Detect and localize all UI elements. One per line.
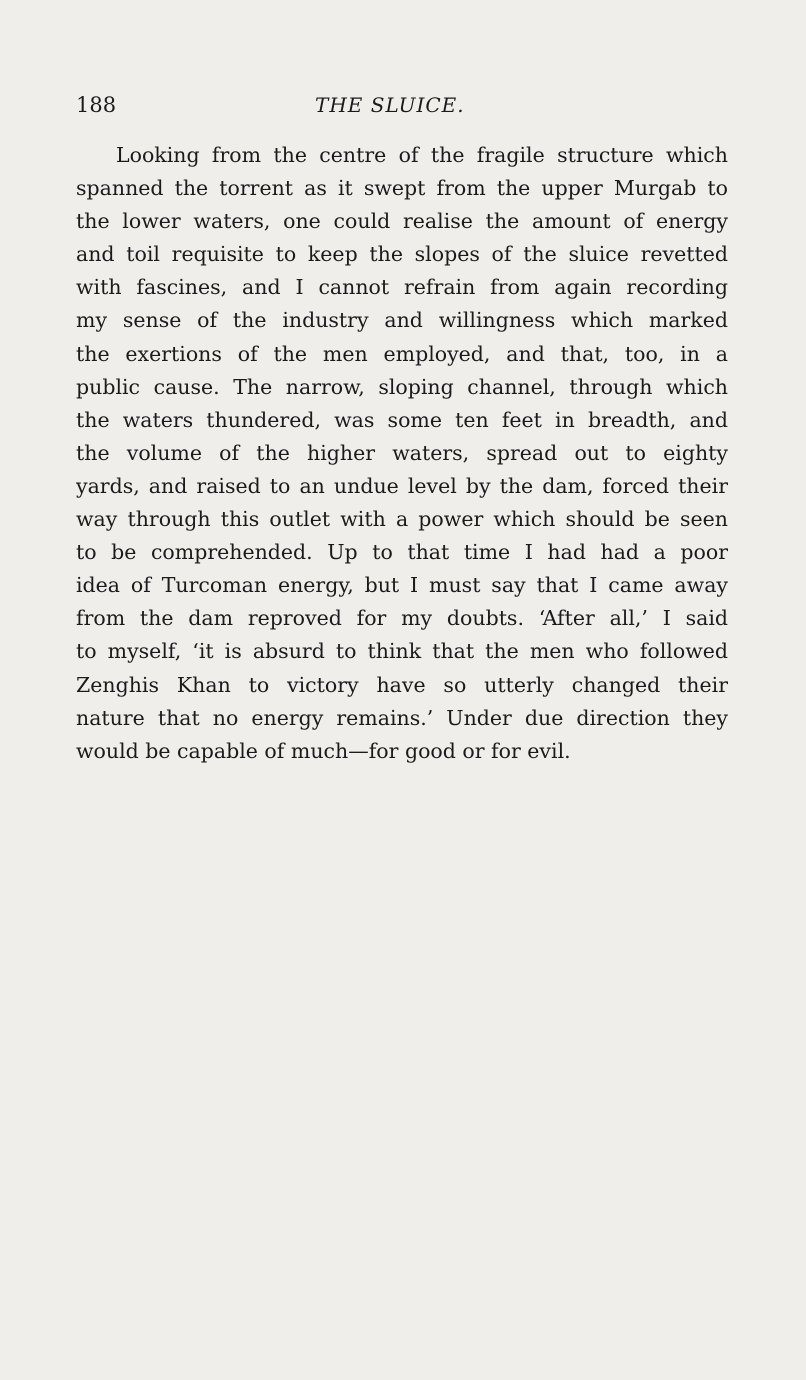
text-line: from the dam reproved for my doubts. ‘After all,’ I said	[76, 606, 728, 631]
text-line: public cause. The narrow, sloping channel, through which	[76, 374, 728, 399]
text-line: to be comprehended. Up to that time I had had a poor	[76, 540, 728, 565]
text-line: yards, and raised to an undue level by the dam, forced their	[76, 473, 728, 498]
text-line: to myself, ‘it is absurd to think that the men who followed	[76, 639, 728, 664]
text-line: Zenghis Khan to victory have so utterly changed their	[76, 672, 728, 697]
text-line: spanned the torrent as it swept from the upper Murgab to	[76, 176, 728, 201]
running-title: THE SLUICE.	[315, 93, 465, 117]
running-head	[76, 90, 728, 120]
text-line: would be capable of much—for good or for evil.	[76, 738, 571, 763]
text-line: my sense of the industry and willingness which marked	[76, 308, 728, 333]
text-line: nature that no energy remains.’ Under due direction they	[76, 705, 728, 730]
text-line: with fascines, and I cannot refrain from again recording	[76, 275, 728, 300]
text-line: way through this outlet with a power which should be seen	[76, 507, 728, 532]
text-line: the lower waters, one could realise the amount of energy	[76, 209, 728, 234]
text-line: and toil requisite to keep the slopes of the sluice revetted	[76, 242, 728, 267]
text-line: the waters thundered, was some ten feet in breadth, and	[76, 407, 728, 432]
text-line: idea of Turcoman energy, but I must say that I came away	[76, 573, 728, 598]
page-number: 188	[76, 93, 117, 117]
text-line: Looking from the centre of the fragile structure which	[116, 143, 728, 167]
body-paragraph	[76, 139, 728, 768]
text-line: the volume of the higher waters, spread out to eighty	[76, 440, 728, 465]
text-line: the exertions of the men employed, and that, too, in a	[76, 341, 728, 366]
